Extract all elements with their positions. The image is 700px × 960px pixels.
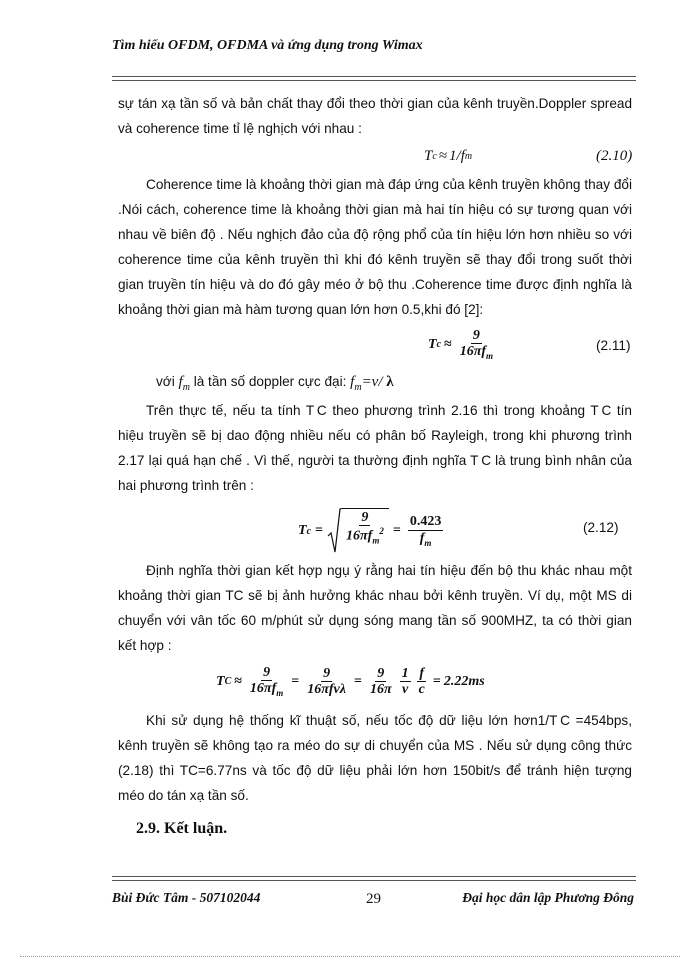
footer-author: Bùi Đức Tâm - 507102044 — [112, 890, 261, 905]
equation-number-2-10: (2.10) — [596, 148, 633, 164]
section-heading: 2.9. Kết luận. — [136, 820, 228, 837]
equation-number-2-12: (2.12) — [583, 520, 619, 535]
equation-2-10: T c ≈ 1/f m — [424, 148, 473, 164]
square-root-icon — [327, 508, 341, 554]
footer-institution: Đại học dân lập Phương Đông — [462, 890, 634, 905]
paragraph-tc-definition: Trên thực tế, nếu ta tính T C theo phương trình 2.16 thì trong khoảng T C tín hiệu truyền sẽ bị dao động nhiều nếu có phân bố Rayleigh, trong khi phương trình 2.17 lại quá hạn chế . Vì thế, người ta thường định nghĩa T C là trung bình nhân của hai phương trình trên : — [118, 403, 632, 493]
paragraph-example: Định nghĩa thời gian kết hợp ngụ ý rằng hai tín hiệu đến bộ thu khác nhau một khoảng thời gian TC sẽ bị ảnh hưởng khác nhau bởi kênh truyền. Ví dụ, một MS di chuyển với vân tốc 60 m/phút sử dụng sóng mang tần số 900MHZ, ta có thời gian kết hợp : — [118, 563, 632, 653]
header-rule — [112, 76, 636, 81]
equation-2-11: T c ≈ $\frac{9}{16\pi f_m}$ — [428, 328, 494, 362]
page-bottom-border — [20, 956, 680, 957]
doppler-definition-line: với $f_m$ là tần số doppler cực đại: $f_m=v/$ λ — [156, 374, 394, 393]
running-header: Tìm hiểu OFDM, OFDMA và ứng dụng trong Wimax — [112, 38, 423, 53]
equation-number-2-11: (2.11) — [596, 338, 631, 353]
page-number: 29 — [366, 891, 381, 907]
paragraph-coherence-time: Coherence time là khoảng thời gian mà đáp ứng của kênh truyền không thay đổi .Nói cách, coherence time là khoảng thời gian mà hai tín hiệu có sự tương quan với nhau về biên độ . Nếu nghịch đảo của độ rộng phổ của tín hiệu lớn hơn nhiều so với coherence time của kênh truyền thì khi đó kênh truyền sẽ thay đổi trong suốt thời gian truyền tín hiệu và do đó gây méo ở bộ thu .Coherence time được định nghĩa là khoảng thời gian mà hàm tương quan lớn hơn 0.5,khi đó [2]: — [118, 177, 632, 317]
equation-coherence-example: T C ≈ $\frac{9}{16\pi f_m}$ = $\frac{9}{\text{16πfvλ}}$ = $\frac{9}{16\pi}$ $\frac{1}{v}$ $\frac{f}{c}$ = 2.22ms — [216, 665, 485, 699]
paragraph-digital-system: Khi sử dụng hệ thống kĩ thuật số, nếu tốc độ dữ liệu lớn hơn1/T C =454bps, kênh truyền sẽ không tạo ra méo do sự di chuyển của MS . Nếu sử dụng công thức (2.18) thì TC=6.77ns và tốc độ dữ liệu phải lớn hơn 150bit/s để tránh hiện tượng méo do tán xạ tần số. — [118, 713, 632, 803]
footer-rule — [112, 876, 636, 881]
paragraph-intro: sự tán xạ tần số và bản chất thay đổi theo thời gian của kênh truyền.Doppler spread và coherence time tỉ lệ nghịch với nhau : — [118, 96, 632, 136]
equation-2-12: T c = $\frac{9}{16\pi f_m^2}$ = $\frac{0.423}{f_m}$ — [298, 508, 446, 554]
